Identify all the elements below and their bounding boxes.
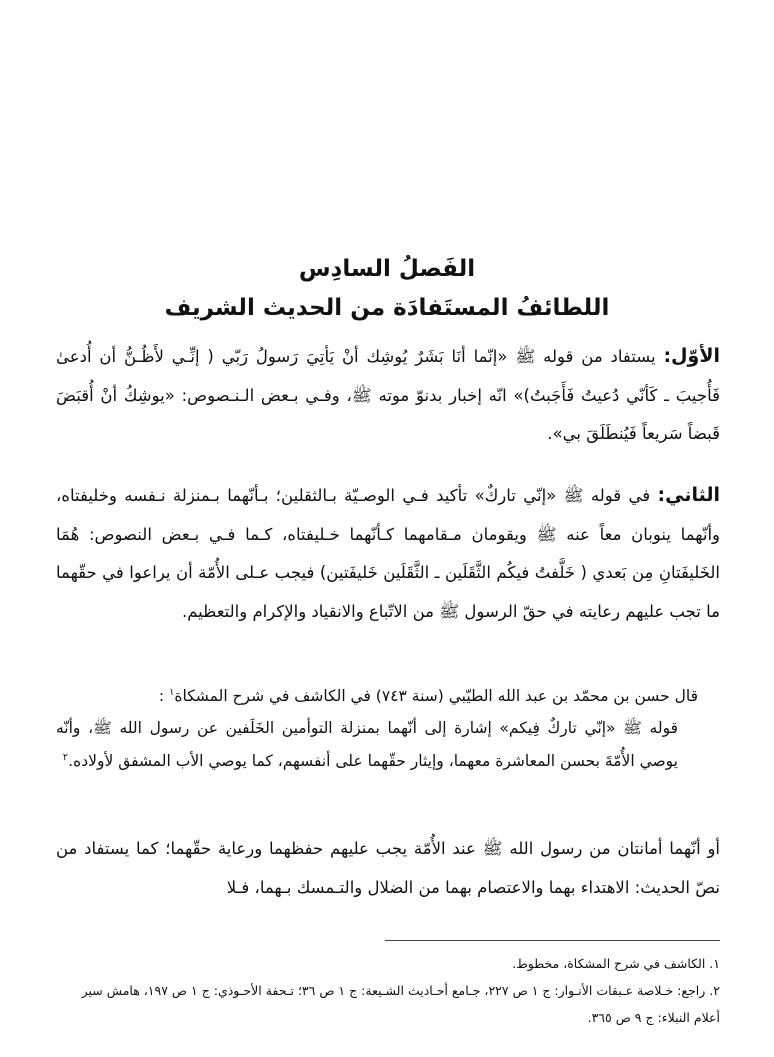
quote-intro-text: قال حسن بن محمّد بن عبد الله الطيّبي (سنة ٧٤٣) في الكاشف في شرح المشكاة — [174, 687, 698, 705]
section-title: اللطائفُ المستَفادَة من الحديث الشريف — [164, 295, 610, 321]
paragraph-lead-second: الثاني: — [657, 484, 720, 506]
footnotes — [56, 950, 720, 1031]
paragraph-lead-first: الأوّل: — [663, 345, 720, 367]
footnote-1: ١. الكاشف في شرح المشكاة، مخطوط. — [512, 956, 720, 971]
footnote-divider — [385, 940, 720, 941]
paragraph-text-second: في قوله ﷺ «إنّي تاركٌ» تأكيد فـي الوصـيّة بـالثقلين؛ بـأنّهما بـمنزلة نـفسه وخليفتاه، وأنّهما ينوبان معاً عنه ﷺ ويقومان مـقامهما كـأنّهما خـليفتاه، كـما فـي بـعض النصوص: هُمَا الخَليفَتانِ مِن بَعدي ( خَلَّفتُ فيكُم الثَّقَلَين ـ الثَّقَلَين خَليفَتين) فيجب عـلى الأُمّة أن يراعوا في حقّهما ما تجب عليهم رعايته في حقّ الرسول ﷺ من الاتّباع والانقياد والإكرام والتعظيم. — [56, 486, 720, 621]
footnote-ref-2[interactable]: ٢ — [62, 751, 69, 763]
block-quote-text: قوله ﷺ «إنّي تاركٌ فِيكم» إشارة إلى أنّهما بمنزلة التوأمين الخَلَفين عن رسول الله ﷺ، وأنّه يوصي الأُمّةَ بحسن المعاشرة معهما، وإيثار حقّهما على أنفسهم، كما يوصي الأب المشفق لأولاده. — [56, 719, 678, 770]
paragraph-second — [56, 476, 720, 631]
quote-intro — [56, 680, 720, 713]
paragraph-text-third: أو أنّهما أمانتان من رسول الله ﷺ عند الأُمّة يجب عليهم حفظهما ورعاية حقّهما؛ كما يستفاد من نصّ الحديث: الاهتداء بهما والاعتصام بهما من الضلال والتـمسك بـهما، فـلا — [56, 839, 720, 897]
quote-intro-colon: : — [158, 687, 170, 705]
footnote-2: ٢. راجع: خـلاصة عـبقات الأنـوار: ج ١ ص ٢٢٧، جـامع أحـاديث الشـيعة: ج ١ ص ٣٦؛ تـحفة الأحـوذي: ج ١ ص ١٩٧، هامش سير أعلام النبلاء: ج ٩ ص ٣٦٥. — [81, 983, 720, 1025]
paragraph-first — [56, 337, 720, 454]
chapter-title: الفَصلُ السادِس — [298, 256, 476, 282]
block-quote — [56, 712, 720, 778]
paragraph-third — [56, 830, 720, 907]
paragraph-text-first: يستفاد من قوله ﷺ «إنّما أنَا بَشَرٌ يُوشِك أنْ يَأتِيَ رَسولُ رَبّي ( إنِّـي لأَظُـنُّ أن أُدعىٰ فَأُجيبَ ـ كَأنّي دُعيتُ فَأَجَبتُ)» انّه إخبار بدنوّ موته ﷺ، وفـي بـعض الـنـصوص: «يوشِكُ أنْ أُقبَضَ قَبضاً سَريعاً فَيُنطَلَقَ بي». — [56, 347, 720, 443]
footnote-ref-1[interactable]: ١ — [169, 686, 175, 698]
